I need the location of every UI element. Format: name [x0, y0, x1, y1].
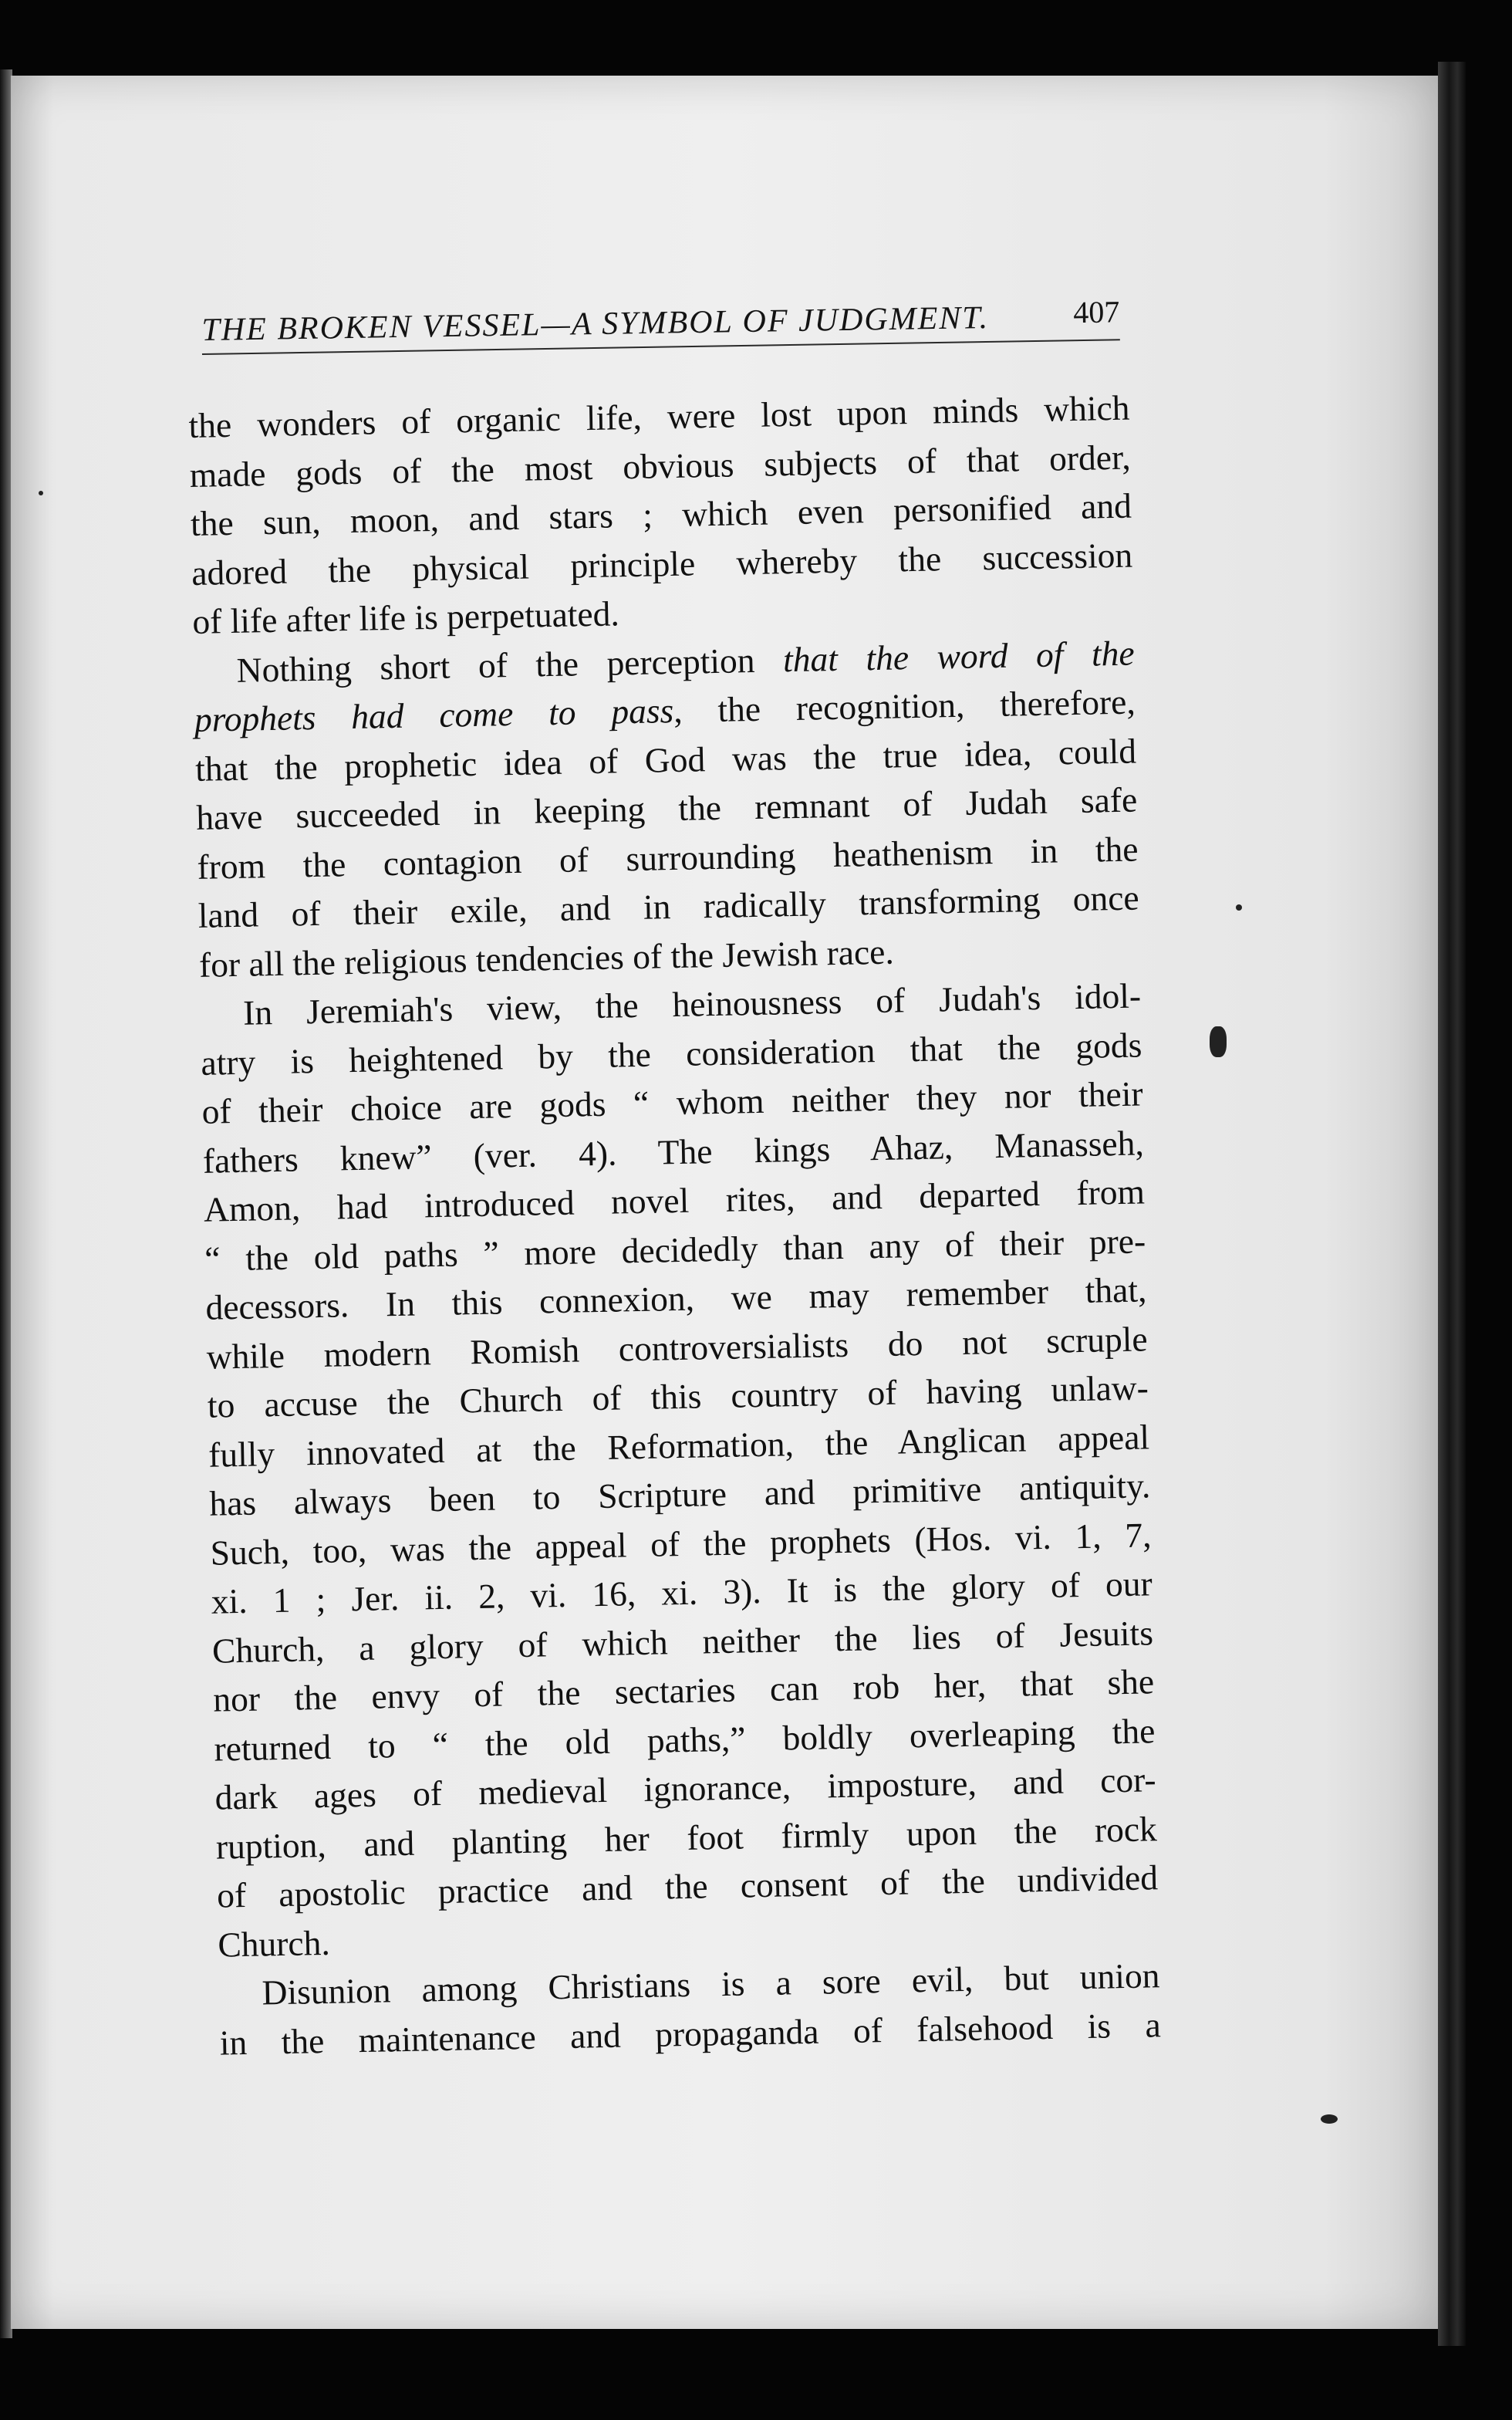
page-number: 407: [1072, 294, 1120, 330]
text-span: , the recognition, therefore,: [673, 681, 1136, 730]
text-line: has always been to Scripture and primitive antiquity.: [208, 1465, 1151, 1523]
text-line: Amon, had introduced novel rites, and departed from: [203, 1171, 1146, 1229]
text-line: xi. 1 ; Jer. ii. 2, vi. 16, xi. 3). It is the glory of our: [211, 1563, 1153, 1621]
text-line: the sun, moon, and stars ; which even personified and: [190, 485, 1132, 543]
body-text: [188, 384, 1161, 2067]
text-line: to accuse the Church of this country of having unlaw-: [207, 1367, 1149, 1425]
text-line: Church.: [217, 1922, 331, 1965]
text-line: fully innovated at the Reformation, the Anglican appeal: [208, 1416, 1150, 1475]
text-line: decessors. In this connexion, we may remember that,: [205, 1269, 1147, 1327]
running-head: THE BROKEN VESSEL—A SYMBOL OF JUDGMENT.: [201, 299, 990, 349]
italic-phrase: that the word of the: [782, 633, 1135, 679]
text-line: ruption, and planting her foot firmly upon the rock: [215, 1808, 1158, 1867]
scan-speck: [1321, 2114, 1338, 2124]
text-line: Church, a glory of which neither the lies of Jesuits: [211, 1612, 1154, 1671]
page-edge-right: [1438, 62, 1466, 2346]
text-line: In Jeremiah's view, the heinousness of Judah's idol-: [242, 975, 1142, 1033]
text-line: of their choice are gods “ whom neither they nor their: [201, 1073, 1143, 1131]
text-line: land of their exile, and in radically transforming once: [197, 877, 1140, 935]
text-line: made gods of the most obvious subjects of that order,: [189, 437, 1132, 495]
paragraph-3: [200, 971, 1159, 1969]
paragraph-2: [193, 628, 1140, 989]
text-span: Nothing short of the perception: [236, 639, 784, 690]
text-line: for all the religious tendencies of the Jewish race.: [198, 931, 895, 985]
text-line: in the maintenance and propaganda of falsehood is a: [219, 2004, 1162, 2063]
text-line: of life after life is perpetuated.: [191, 593, 620, 641]
text-line: nor the envy of the sectaries can rob her, that she: [212, 1661, 1155, 1719]
text-line: have succeeded in keeping the remnant of Judah safe: [195, 779, 1138, 837]
text-line: returned to “ the old paths,” boldly overleaping the: [214, 1710, 1156, 1769]
text-line: dark ages of medieval ignorance, imposture, and cor-: [214, 1759, 1157, 1817]
scan-speck: [39, 491, 43, 495]
text-line: atry is heightened by the consideration that the gods: [200, 1024, 1142, 1083]
text-line: adored the physical principle whereby the succession: [191, 535, 1133, 593]
text-line: that the prophetic idea of God was the true idea, could: [194, 730, 1137, 789]
scan-speck: [1236, 904, 1242, 911]
text-line: from the contagion of surrounding heathenism in the: [197, 828, 1139, 887]
text-line: of apostolic practice and the consent of the undivided: [216, 1857, 1159, 1915]
text-line: Disunion among Christians is a sore evil, but union: [262, 1955, 1160, 2013]
text-line: “ the old paths ” more decidedly than any of their pre-: [204, 1220, 1146, 1279]
text-line: fathers knew” (ver. 4). The kings Ahaz, Manasseh,: [202, 1122, 1145, 1181]
paragraph-1: [188, 384, 1134, 647]
scan-speck: [1210, 1026, 1227, 1057]
paragraph-4: [218, 1951, 1161, 2067]
text-line: while modern Romish controversialists do not scruple: [206, 1318, 1149, 1377]
text-line: the wonders of organic life, were lost upon minds which: [188, 387, 1130, 445]
text-line: Such, too, was the appeal of the prophets (Hos. vi. 1, 7,: [210, 1514, 1152, 1573]
italic-phrase: prophets had come to pass: [194, 690, 674, 739]
